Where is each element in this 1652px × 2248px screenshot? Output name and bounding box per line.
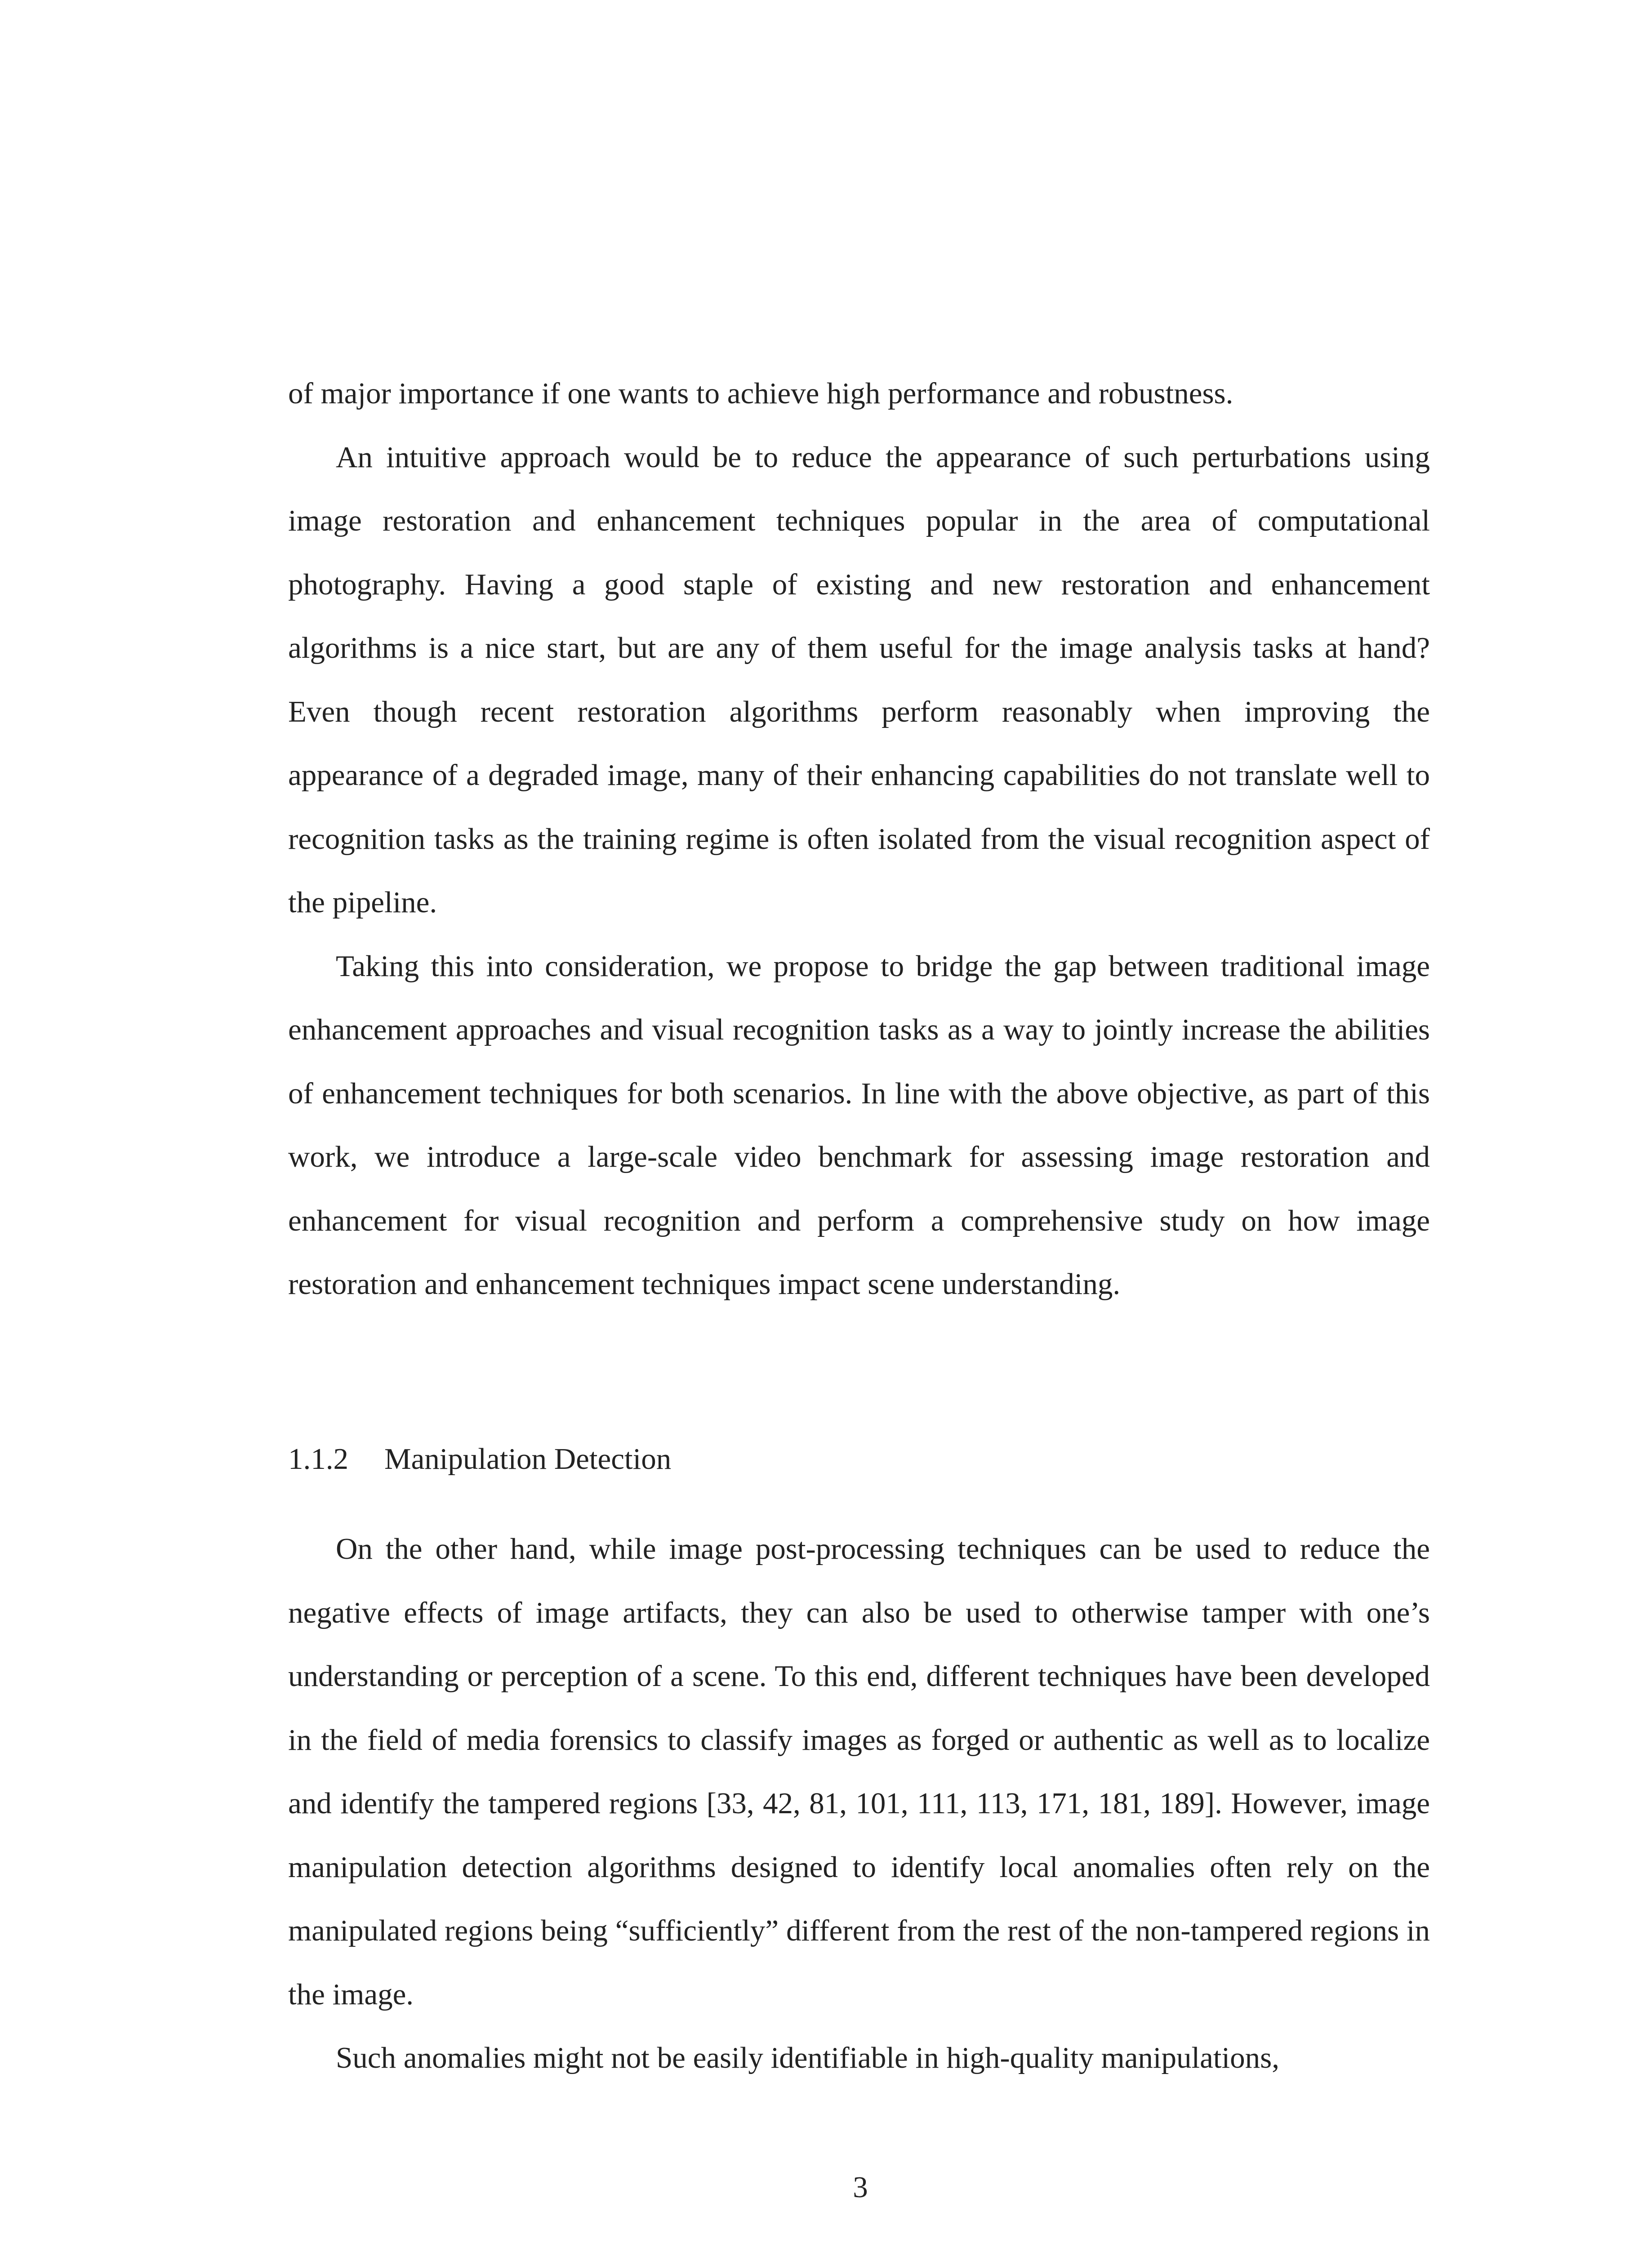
section-title: Manipulation Detection — [384, 1442, 672, 1476]
page-number: 3 — [853, 2171, 868, 2204]
body-text-bottom — [288, 1517, 1430, 2090]
paragraph-manipulation: On the other hand, while image post-processing techniques can be used to reduce the negative effects of image artifacts, they can also be used to otherwise tamper with one’s understanding or perception of a scene. To this end, different techniques have been developed in the field of media forensics to classify images as forged or authentic as well as to localize and identify the tampered regions [33, 42, 81, 101, 111, 113, 171, 181, 189]. However, image manipulation detection algorithms designed to identify local anomalies often rely on the manipulated regions being “sufficiently” different from the rest of the non-tampered regions in the image. — [288, 1532, 1430, 2011]
paragraph-restoration: An intuitive approach would be to reduce the appearance of such perturbations using image restoration and enhancement techniques popular in the area of computational photography. Having a good staple of existing and new restoration and enhancement algorithms is a nice start, but are any of them useful for the image analysis tasks at hand? Even though recent restoration algorithms perform reasonably when improving the appearance of a degraded image, many of their enhancing capabilities do not translate well to recognition tasks as the training regime is often isolated from the visual recognition aspect of the pipeline. — [288, 440, 1430, 919]
paragraph-anomalies: Such anomalies might not be easily identifiable in high-quality manipulations, — [336, 2041, 1279, 2074]
paragraph-continuation: of major importance if one wants to achieve high performance and robustness. — [288, 377, 1233, 410]
section-heading — [288, 1436, 671, 1481]
section-number: 1.1.2 — [288, 1442, 348, 1476]
paragraph-proposal: Taking this into consideration, we propose to bridge the gap between traditional image enhancement approaches and visual recognition tasks as a way to jointly increase the abilities of enhancement techniques for both scenarios. In line with the above objective, as part of this work, we introduce a large-scale video benchmark for assessing image restoration and enhancement for visual recognition and perform a comprehensive study on how image restoration and enhancement techniques impact scene understanding. — [288, 949, 1430, 1301]
body-text-top — [288, 362, 1430, 1316]
